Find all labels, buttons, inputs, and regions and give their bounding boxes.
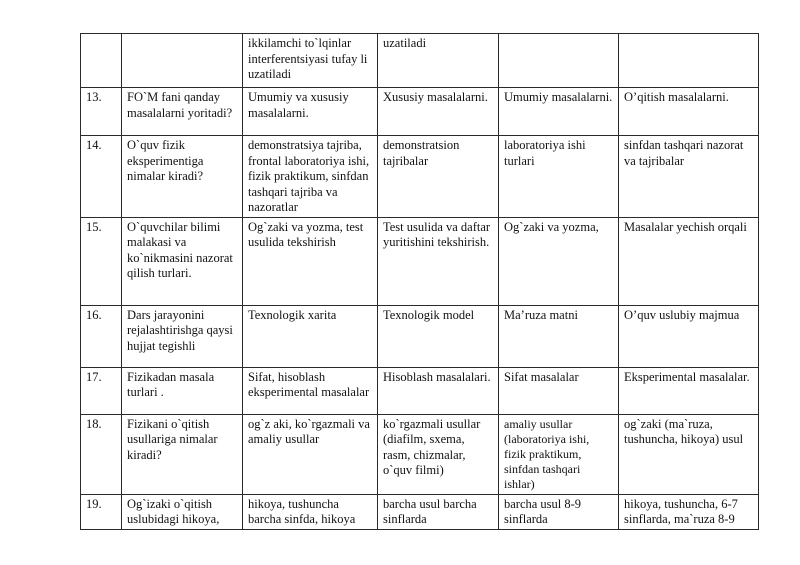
- table-row: [81, 88, 759, 136]
- question-number: 19.: [81, 494, 122, 529]
- table-row: [81, 217, 759, 305]
- answer-b: ko`rgazmali usullar (diafilm, sxema, rasm, chizmalar, o`quv filmi): [378, 414, 499, 494]
- answer-d: Masalalar yechish orqali: [619, 217, 759, 305]
- answer-c: Ma’ruza matni: [499, 305, 619, 367]
- answer-a: hikoya, tushuncha barcha sinfda, hikoya: [243, 494, 378, 529]
- table-row: [81, 494, 759, 529]
- question-number: 18.: [81, 414, 122, 494]
- answer-c: Sifat masalalar: [499, 367, 619, 414]
- question-number: 16.: [81, 305, 122, 367]
- table-row: [81, 136, 759, 218]
- table-row: [81, 305, 759, 367]
- answer-c: laboratoriya ishi turlari: [499, 136, 619, 218]
- question-text: FO`M fani qanday masalalarni yoritadi?: [122, 88, 243, 136]
- answer-a: ikkilamchi to`lqinlar interferentsiyasi tufay li uzatiladi: [243, 34, 378, 88]
- answer-a: og`z aki, ko`rgazmali va amaliy usullar: [243, 414, 378, 494]
- answer-c: Og`zaki va yozma,: [499, 217, 619, 305]
- question-text: O`quv fizik eksperimentiga nimalar kiradi?: [122, 136, 243, 218]
- answer-d: og`zaki (ma`ruza, tushuncha, hikoya) usul: [619, 414, 759, 494]
- table-row: [81, 367, 759, 414]
- question-text: Fizikadan masala turlari .: [122, 367, 243, 414]
- question-number: 15.: [81, 217, 122, 305]
- answer-d: sinfdan tashqari nazorat va tajribalar: [619, 136, 759, 218]
- answer-a: Umumiy va xususiy masalalarni.: [243, 88, 378, 136]
- answer-b: Hisoblash masalalari.: [378, 367, 499, 414]
- answer-a: demonstratsiya tajriba, frontal laboratoriya ishi, fizik praktikum, sinfdan tashqari tajriba va nazoratlar: [243, 136, 378, 218]
- question-number: 13.: [81, 88, 122, 136]
- answer-a: Og`zaki va yozma, test usulida tekshirish: [243, 217, 378, 305]
- answer-a: Sifat, hisoblash eksperimental masalalar: [243, 367, 378, 414]
- answer-d: hikoya, tushuncha, 6-7 sinflarda, ma`ruza 8-9: [619, 494, 759, 529]
- answer-b: demonstratsion tajribalar: [378, 136, 499, 218]
- answer-c: amaliy usullar (laboratoriya ishi, fizik praktikum, sinfdan tashqari ishlar): [499, 414, 619, 494]
- question-text: [122, 34, 243, 88]
- answer-a: Texnologik xarita: [243, 305, 378, 367]
- answer-c: barcha usul 8-9 sinflarda: [499, 494, 619, 529]
- answer-b: Texnologik model: [378, 305, 499, 367]
- table-row: [81, 414, 759, 494]
- answer-b: Xususiy masalalarni.: [378, 88, 499, 136]
- answer-d: [619, 34, 759, 88]
- question-text: O`quvchilar bilimi malakasi va ko`nikmasini nazorat qilish turlari.: [122, 217, 243, 305]
- table-row: [81, 34, 759, 88]
- question-number: [81, 34, 122, 88]
- question-text: Dars jarayonini rejalashtirishga qaysi hujjat tegishli: [122, 305, 243, 367]
- test-questions-table: [80, 33, 759, 530]
- question-number: 14.: [81, 136, 122, 218]
- answer-d: O’qitish masalalarni.: [619, 88, 759, 136]
- answer-b: Test usulida va daftar yuritishini tekshirish.: [378, 217, 499, 305]
- question-text: Og`izaki o`qitish uslubidagi hikoya,: [122, 494, 243, 529]
- answer-b: barcha usul barcha sinflarda: [378, 494, 499, 529]
- answer-d: O’quv uslubiy majmua: [619, 305, 759, 367]
- answer-b: uzatiladi: [378, 34, 499, 88]
- answer-c: [499, 34, 619, 88]
- answer-c: Umumiy masalalarni.: [499, 88, 619, 136]
- answer-d: Eksperimental masalalar.: [619, 367, 759, 414]
- question-number: 17.: [81, 367, 122, 414]
- question-text: Fizikani o`qitish usullariga nimalar kiradi?: [122, 414, 243, 494]
